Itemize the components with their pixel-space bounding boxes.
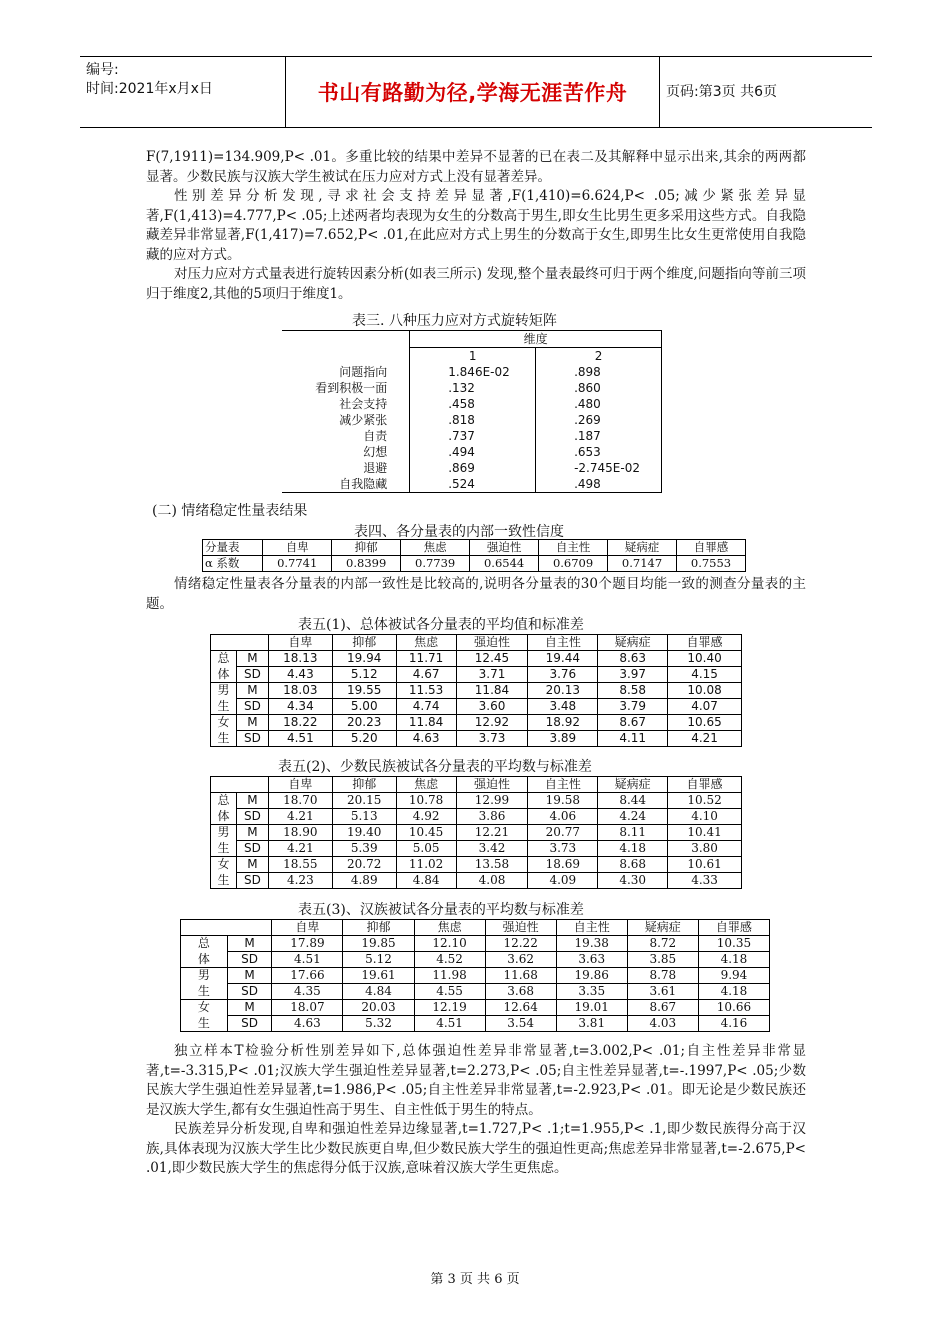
table4-column-header: 自卑 <box>263 540 332 556</box>
table-row <box>211 683 742 699</box>
table5-corner <box>227 920 272 936</box>
table5-cell: 4.51 <box>272 952 343 968</box>
table3-col-1: 1 <box>410 348 536 365</box>
table5-cell: 19.86 <box>556 968 627 984</box>
table-row <box>282 380 662 396</box>
table5-cell: 8.44 <box>598 793 668 809</box>
table4-cell: 0.6544 <box>470 556 539 572</box>
table5-stat-label: SD <box>227 952 272 968</box>
table5-stat-label: M <box>236 683 268 699</box>
table5-stat-label: SD <box>236 809 268 825</box>
header-page-label: 页码:第3页 共6页 <box>666 84 777 100</box>
table5-cell: 5.12 <box>343 952 414 968</box>
table5-column-header: 自卑 <box>272 920 343 936</box>
table5-cell: 3.80 <box>668 841 742 857</box>
table-row <box>211 699 742 715</box>
table5-group-label: 男 <box>181 968 228 984</box>
table5-cell: 10.08 <box>668 683 742 699</box>
table3-cell: .458 <box>410 396 536 412</box>
table5-stat-label: M <box>227 968 272 984</box>
table-header-row <box>211 777 742 793</box>
table3-cell: .737 <box>410 428 536 444</box>
table3-cell: .269 <box>536 412 662 428</box>
table5-cell: 3.71 <box>456 667 528 683</box>
table5-column-header: 焦虑 <box>396 777 456 793</box>
table5-cell: 3.48 <box>528 699 598 715</box>
table5-cell: 19.44 <box>528 651 598 667</box>
table5-stat-label: SD <box>227 984 272 1000</box>
table5-cell: 10.41 <box>668 825 742 841</box>
table5-group-label: 总 <box>181 936 228 952</box>
table-row <box>211 793 742 809</box>
table5-cell: 12.64 <box>485 1000 556 1016</box>
document-number-label: 编号: <box>86 62 119 78</box>
table3-group-header: 维度 <box>410 331 662 348</box>
table3-cell: .860 <box>536 380 662 396</box>
table5-cell: 12.92 <box>456 715 528 731</box>
table5-cell: 4.15 <box>668 667 742 683</box>
table5-cell: 5.12 <box>332 667 396 683</box>
table5-cell: 18.13 <box>268 651 332 667</box>
table-row <box>211 667 742 683</box>
table5-cell: 20.03 <box>343 1000 414 1016</box>
table5-stat-label: M <box>236 825 268 841</box>
table5-column-header: 自罪感 <box>698 920 769 936</box>
table5-corner <box>181 920 228 936</box>
table5-cell: 20.72 <box>332 857 396 873</box>
table5-group-label: 生 <box>181 984 228 1000</box>
table5-group-label: 总 <box>211 651 237 667</box>
table4-caption: 表四、各分量表的内部一致性信度 <box>354 524 564 540</box>
table-row <box>211 873 742 889</box>
table5-cell: 18.69 <box>528 857 598 873</box>
table3-cell: .898 <box>536 364 662 380</box>
table-row <box>181 968 770 984</box>
paragraph-4-block <box>146 575 806 614</box>
table5-1 <box>210 634 742 747</box>
table5-cell: 8.68 <box>598 857 668 873</box>
table5-group-label: 体 <box>211 809 237 825</box>
table-row <box>181 1016 770 1032</box>
table5-cell: 10.52 <box>668 793 742 809</box>
table5-cell: 8.72 <box>627 936 698 952</box>
table3-cell: .869 <box>410 460 536 476</box>
table5-group-label: 体 <box>181 952 228 968</box>
table5-cell: 10.35 <box>698 936 769 952</box>
table5-column-header: 疑病症 <box>598 635 668 651</box>
table5-2 <box>210 776 742 889</box>
table5-cell: 19.55 <box>332 683 396 699</box>
table3-cell: .524 <box>410 476 536 493</box>
table-header-row <box>211 635 742 651</box>
table5-cell: 3.63 <box>556 952 627 968</box>
table5-stat-label: SD <box>236 667 268 683</box>
table5-cell: 4.10 <box>668 809 742 825</box>
table5-column-header: 自主性 <box>528 635 598 651</box>
table5-cell: 3.54 <box>485 1016 556 1032</box>
table5-cell: 3.68 <box>485 984 556 1000</box>
table5-cell: 18.03 <box>268 683 332 699</box>
table4-cell: 0.6709 <box>539 556 608 572</box>
paragraph-5: 独立样本T检验分析性别差异如下,总体强迫性差异非常显著,t=3.002,P< .01;自主性差异非常显著,t=-3.315,P< .01;汉族大学生强迫性差异显著,t=2.273,P< .05;自主性差异显著,t=-.1997,P< .05;少数民族大学生强迫性差异显著,t=1.986,P< .05;自主性差异非常显著,t=-2.923,P< .01。即无论是少数民族还是汉族大学生,都有女生强迫性高于男生、自主性低于男生的特点。 <box>146 1043 806 1118</box>
table5-cell: 4.30 <box>598 873 668 889</box>
table5-cell: 19.85 <box>343 936 414 952</box>
table5-column-header: 自罪感 <box>668 777 742 793</box>
table5-corner <box>211 777 237 793</box>
table4-column-header: 疑病症 <box>608 540 677 556</box>
table3-cell: .818 <box>410 412 536 428</box>
table5-cell: 18.70 <box>268 793 332 809</box>
table5-cell: 4.18 <box>598 841 668 857</box>
table5-cell: 4.03 <box>627 1016 698 1032</box>
table5-cell: 4.51 <box>414 1016 485 1032</box>
table5-cell: 3.86 <box>456 809 528 825</box>
table5-group-label: 女 <box>181 1000 228 1016</box>
table4-corner-header: 分量表 <box>203 540 263 556</box>
page-footer: 第 3 页 共 6 页 <box>430 1272 520 1287</box>
table5-cell: 9.94 <box>698 968 769 984</box>
table3-cell: .653 <box>536 444 662 460</box>
table5-cell: 20.77 <box>528 825 598 841</box>
table5-cell: 8.78 <box>627 968 698 984</box>
table-row <box>282 476 662 493</box>
table5-group-label: 女 <box>211 857 237 873</box>
table5-cell: 17.89 <box>272 936 343 952</box>
table5-stat-label: M <box>236 651 268 667</box>
table-row <box>181 936 770 952</box>
paragraph-2: 性别差异分析发现,寻求社会支持差异显著,F(1,410)=6.624,P< .05;减少紧张差异显著,F(1,413)=4.777,P< .05;上述两者均表现为女生的分数高于男生,即女生比男生更多采用这些方式。自我隐藏差异非常显著,F(1,417)=7.652,P< .01,在此应对方式上男生的分数高于女生,即男生比女生更常使用自我隐藏的应对方式。 <box>146 188 806 263</box>
table5-cell: 11.84 <box>456 683 528 699</box>
table5-cell: 8.11 <box>598 825 668 841</box>
table-row <box>282 412 662 428</box>
table-row <box>211 731 742 747</box>
table5-cell: 18.07 <box>272 1000 343 1016</box>
table5-cell: 12.45 <box>456 651 528 667</box>
table5-cell: 3.42 <box>456 841 528 857</box>
table5-cell: 4.09 <box>528 873 598 889</box>
table5-cell: 4.16 <box>698 1016 769 1032</box>
table-row <box>211 841 742 857</box>
table5-column-header: 自罪感 <box>668 635 742 651</box>
table5-cell: 5.13 <box>332 809 396 825</box>
table5-cell: 4.33 <box>668 873 742 889</box>
table5-cell: 18.22 <box>268 715 332 731</box>
table5-cell: 4.34 <box>268 699 332 715</box>
table-row <box>282 460 662 476</box>
table5-cell: 12.22 <box>485 936 556 952</box>
table5-2-caption: 表五(2)、少数民族被试各分量表的平均数与标准差 <box>278 759 592 775</box>
table5-cell: 4.92 <box>396 809 456 825</box>
table5-cell: 12.19 <box>414 1000 485 1016</box>
table5-cell: 4.55 <box>414 984 485 1000</box>
table-header-row <box>181 920 770 936</box>
table5-cell: 19.94 <box>332 651 396 667</box>
table5-stat-label: SD <box>236 731 268 747</box>
table5-cell: 20.23 <box>332 715 396 731</box>
table5-group-label: 女 <box>211 715 237 731</box>
table5-3 <box>180 919 770 1032</box>
table5-group-label: 生 <box>181 1016 228 1032</box>
table3-col-2: 2 <box>536 348 662 365</box>
table5-cell: 19.61 <box>343 968 414 984</box>
document-time-label: 时间:2021年x月x日 <box>86 81 213 97</box>
table5-cell: 4.84 <box>343 984 414 1000</box>
table5-cell: 10.65 <box>668 715 742 731</box>
table4-cell: 0.7147 <box>608 556 677 572</box>
table5-cell: 3.97 <box>598 667 668 683</box>
table3 <box>282 330 662 493</box>
table5-cell: 12.21 <box>456 825 528 841</box>
header-motto: 书山有路勤为径,学海无涯苦作舟 <box>285 57 660 127</box>
table5-cell: 11.98 <box>414 968 485 984</box>
table5-stat-label: M <box>227 936 272 952</box>
table5-group-label: 生 <box>211 873 237 889</box>
table5-cell: 11.84 <box>396 715 456 731</box>
table5-cell: 10.78 <box>396 793 456 809</box>
table5-cell: 3.76 <box>528 667 598 683</box>
table5-column-header: 强迫性 <box>485 920 556 936</box>
table5-cell: 3.85 <box>627 952 698 968</box>
table5-cell: 3.60 <box>456 699 528 715</box>
table5-stat-label: M <box>236 793 268 809</box>
table5-column-header: 抑郁 <box>343 920 414 936</box>
table5-stat-label: M <box>236 715 268 731</box>
table5-cell: 4.63 <box>396 731 456 747</box>
table5-cell: 8.67 <box>627 1000 698 1016</box>
table5-cell: 3.81 <box>556 1016 627 1032</box>
table4-cell: 0.7741 <box>263 556 332 572</box>
table5-group-label: 生 <box>211 841 237 857</box>
table5-stat-label: SD <box>236 873 268 889</box>
table5-cell: 4.21 <box>268 841 332 857</box>
table4-cell: 0.8399 <box>332 556 401 572</box>
section-heading-2: (二) 情绪稳定性量表结果 <box>152 503 308 519</box>
table5-column-header: 抑郁 <box>332 777 396 793</box>
table5-column-header: 自主性 <box>528 777 598 793</box>
table4-column-header: 焦虑 <box>401 540 470 556</box>
table5-group-label: 男 <box>211 683 237 699</box>
table4-row-label: α 系数 <box>203 556 263 572</box>
table5-column-header: 焦虑 <box>396 635 456 651</box>
table-row <box>282 444 662 460</box>
table5-cell: 10.66 <box>698 1000 769 1016</box>
table4-column-header: 自主性 <box>539 540 608 556</box>
table5-cell: 3.79 <box>598 699 668 715</box>
table5-column-header: 自卑 <box>268 635 332 651</box>
table5-column-header: 自卑 <box>268 777 332 793</box>
table5-group-label: 总 <box>211 793 237 809</box>
table5-cell: 4.21 <box>268 809 332 825</box>
table5-cell: 4.23 <box>268 873 332 889</box>
paragraph-6: 民族差异分析发现,自卑和强迫性差异边缘显著,t=1.727,P< .1;t=1.955,P< .1,即少数民族得分高于汉族,具体表现为汉族大学生比少数民族更自卑,但少数民族大学生的强迫性更高;焦虑差异非常显著,t=-2.675,P< .01,即少数民族大学生的焦虑得分低于汉族,意味着汉族大学生更焦虑。 <box>146 1121 806 1176</box>
header-left <box>86 61 286 99</box>
table5-cell: 11.71 <box>396 651 456 667</box>
table5-column-header: 疑病症 <box>598 777 668 793</box>
table5-cell: 4.63 <box>272 1016 343 1032</box>
page-header <box>80 56 872 128</box>
table3-row-label: 幻想 <box>363 445 388 459</box>
table5-cell: 8.63 <box>598 651 668 667</box>
paragraph-4: 情绪稳定性量表各分量表的内部一致性是比较高的,说明各分量表的30个题目均能一致的测查分量表的主题。 <box>146 576 806 612</box>
table5-cell: 4.52 <box>414 952 485 968</box>
paragraph-1: F(7,1911)=134.909,P< .01。多重比较的结果中差异不显著的已在表二及其解释中显示出来,其余的两两都显著。少数民族与汉族大学生被试在压力应对方式上没有显著差异。 <box>146 149 806 185</box>
table-row <box>211 809 742 825</box>
table5-group-label: 体 <box>211 667 237 683</box>
table5-cell: 3.73 <box>528 841 598 857</box>
table3-cell: .480 <box>536 396 662 412</box>
table5-cell: 4.24 <box>598 809 668 825</box>
table5-cell: 18.55 <box>268 857 332 873</box>
table4-column-header: 自罪感 <box>677 540 746 556</box>
table5-cell: 4.07 <box>668 699 742 715</box>
table5-column-header: 强迫性 <box>456 635 528 651</box>
table5-cell: 4.18 <box>698 952 769 968</box>
table5-cell: 3.61 <box>627 984 698 1000</box>
table5-corner <box>211 635 237 651</box>
table5-cell: 5.32 <box>343 1016 414 1032</box>
table5-cell: 4.08 <box>456 873 528 889</box>
table5-cell: 3.35 <box>556 984 627 1000</box>
table5-corner <box>236 635 268 651</box>
table5-cell: 4.84 <box>396 873 456 889</box>
table-row <box>282 396 662 412</box>
table5-cell: 4.51 <box>268 731 332 747</box>
table5-group-label: 生 <box>211 731 237 747</box>
table-row <box>282 364 662 380</box>
table5-stat-label: M <box>236 857 268 873</box>
table5-cell: 8.67 <box>598 715 668 731</box>
table5-cell: 17.66 <box>272 968 343 984</box>
table3-cell: .498 <box>536 476 662 493</box>
table4-cell: 0.7739 <box>401 556 470 572</box>
table3-row-label: 自我隐藏 <box>282 476 410 493</box>
table5-cell: 4.06 <box>528 809 598 825</box>
table-row <box>211 715 742 731</box>
table5-cell: 3.89 <box>528 731 598 747</box>
table5-cell: 11.68 <box>485 968 556 984</box>
table5-cell: 5.39 <box>332 841 396 857</box>
table5-cell: 3.62 <box>485 952 556 968</box>
table5-cell: 4.89 <box>332 873 396 889</box>
table5-cell: 4.35 <box>272 984 343 1000</box>
table5-1-caption: 表五(1)、总体被试各分量表的平均值和标准差 <box>298 617 584 633</box>
table-row <box>181 952 770 968</box>
table3-row-label: 问题指向 <box>339 365 388 379</box>
table3-row-label: 退避 <box>363 461 388 475</box>
table5-cell: 20.13 <box>528 683 598 699</box>
table5-cell: 4.43 <box>268 667 332 683</box>
table5-cell: 5.00 <box>332 699 396 715</box>
table5-cell: 5.20 <box>332 731 396 747</box>
table5-stat-label: SD <box>236 699 268 715</box>
table5-cell: 12.99 <box>456 793 528 809</box>
table3-cell: 1.846E-02 <box>410 364 536 380</box>
table-row <box>282 428 662 444</box>
table5-cell: 12.10 <box>414 936 485 952</box>
table5-cell: 11.53 <box>396 683 456 699</box>
table5-cell: 4.21 <box>668 731 742 747</box>
table5-cell: 11.02 <box>396 857 456 873</box>
table5-group-label: 男 <box>211 825 237 841</box>
table5-stat-label: SD <box>227 1016 272 1032</box>
table5-cell: 19.40 <box>332 825 396 841</box>
table5-stat-label: SD <box>236 841 268 857</box>
table3-row-label: 自责 <box>363 429 388 443</box>
table3-row-label: 看到积极一面 <box>315 381 388 395</box>
table3-cell: -2.745E-02 <box>536 460 662 476</box>
table5-cell: 3.73 <box>456 731 528 747</box>
table5-column-header: 抑郁 <box>332 635 396 651</box>
table5-cell: 18.90 <box>268 825 332 841</box>
table5-cell: 4.74 <box>396 699 456 715</box>
table3-cell: .494 <box>410 444 536 460</box>
table3-row-label: 减少紧张 <box>339 413 388 427</box>
table5-cell: 18.92 <box>528 715 598 731</box>
table5-cell: 20.15 <box>332 793 396 809</box>
table5-column-header: 强迫性 <box>456 777 528 793</box>
table5-cell: 8.58 <box>598 683 668 699</box>
table5-column-header: 自主性 <box>556 920 627 936</box>
table-row <box>181 984 770 1000</box>
table5-cell: 5.05 <box>396 841 456 857</box>
table5-cell: 10.61 <box>668 857 742 873</box>
table5-cell: 19.01 <box>556 1000 627 1016</box>
table5-stat-label: M <box>227 1000 272 1016</box>
table5-cell: 10.45 <box>396 825 456 841</box>
table-row <box>181 1000 770 1016</box>
table5-column-header: 疑病症 <box>627 920 698 936</box>
table3-row-label: 社会支持 <box>339 397 388 411</box>
table4 <box>202 539 746 572</box>
table5-3-caption: 表五(3)、汉族被试各分量表的平均数与标准差 <box>298 902 584 918</box>
analysis-text <box>146 1042 806 1179</box>
table3-cell: .132 <box>410 380 536 396</box>
table4-column-header: 强迫性 <box>470 540 539 556</box>
table5-group-label: 生 <box>211 699 237 715</box>
table5-cell: 13.58 <box>456 857 528 873</box>
table-row <box>211 857 742 873</box>
table5-cell: 10.40 <box>668 651 742 667</box>
table5-column-header: 焦虑 <box>414 920 485 936</box>
paragraph-3: 对压力应对方式量表进行旋转因素分析(如表三所示) 发现,整个量表最终可归于两个维度,问题指向等前三项归于维度2,其他的5项归于维度1。 <box>146 266 806 302</box>
table3-cell: .187 <box>536 428 662 444</box>
table-row <box>211 825 742 841</box>
table3-caption: 表三. 八种压力应对方式旋转矩阵 <box>352 313 557 329</box>
table5-cell: 19.58 <box>528 793 598 809</box>
table5-cell: 4.11 <box>598 731 668 747</box>
table5-cell: 4.18 <box>698 984 769 1000</box>
table4-column-header: 抑郁 <box>332 540 401 556</box>
table5-cell: 4.67 <box>396 667 456 683</box>
table5-cell: 19.38 <box>556 936 627 952</box>
intro-text <box>146 148 806 304</box>
table-row <box>211 651 742 667</box>
table4-cell: 0.7553 <box>677 556 746 572</box>
table5-corner <box>236 777 268 793</box>
